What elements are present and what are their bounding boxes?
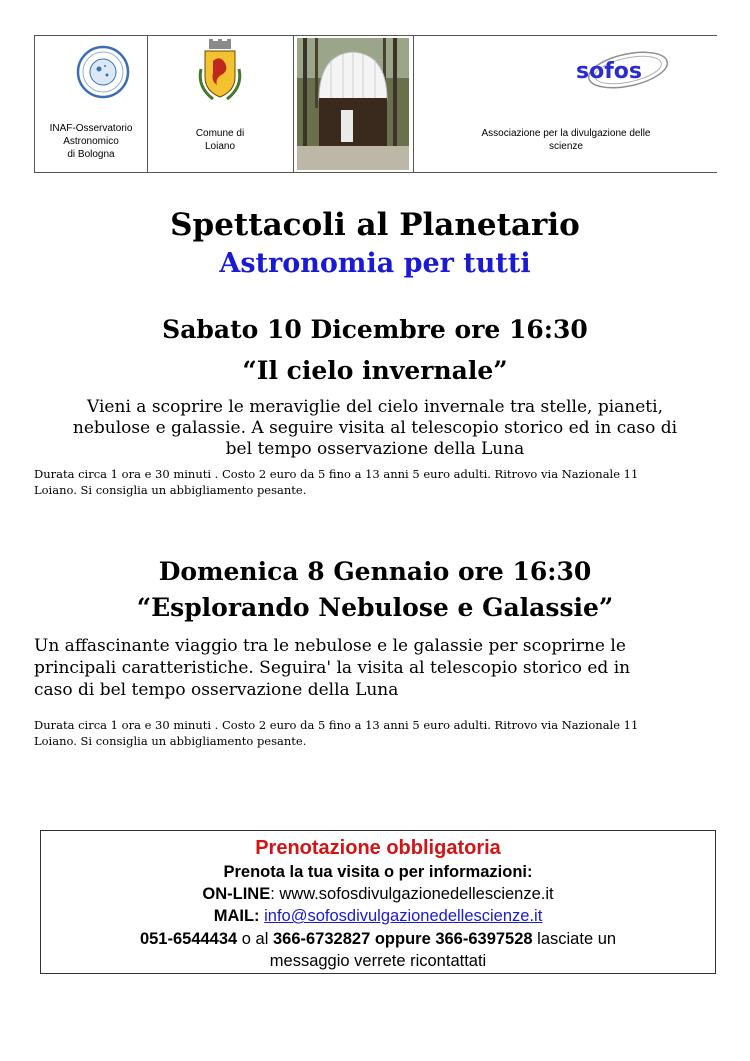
sofos-caption-line2: scienze xyxy=(549,141,583,152)
event2-description-line3: caso di bel tempo osservazione della Luna xyxy=(34,680,399,700)
event1-info-line1: Durata circa 1 ora e 30 minuti . Costo 2 euro da 5 fino a 13 anni 5 euro adulti. Ritrovo via Nazionale 11 xyxy=(34,467,639,481)
comune-cell xyxy=(147,36,294,172)
observatory-dome-photo xyxy=(297,38,409,170)
comune-caption-line1: Comune di xyxy=(195,128,245,139)
observatory-photo-cell xyxy=(293,36,413,172)
booking-online-line xyxy=(41,884,715,905)
event2-date: Domenica 8 Gennaio ore 16:30 xyxy=(158,557,592,586)
phone-mobiles: 366-6732827 oppure 366-6397528 xyxy=(272,930,533,948)
inaf-caption-line1: INAF-Osservatorio xyxy=(49,123,133,134)
event1-title: “Il cielo invernale” xyxy=(242,356,508,385)
event2-info-line2: Loiano. Si consiglia un abbigliamento pesante. xyxy=(34,734,307,748)
sofos-logo-icon xyxy=(566,48,676,100)
event2-title: “Esplorando Nebulose e Galassie” xyxy=(136,593,614,622)
inaf-caption-line2: Astronomico xyxy=(63,136,119,147)
online-label: ON-LINE xyxy=(202,885,271,903)
booking-mail-line xyxy=(41,906,715,927)
event1-description-line3: bel tempo osservazione della Luna xyxy=(225,439,525,459)
inaf-caption-line3: di Bologna xyxy=(67,149,115,160)
booking-heading: Prenotazione obbligatoria xyxy=(255,837,501,859)
page-title: Spettacoli al Planetario xyxy=(170,207,580,243)
event2-info-line1: Durata circa 1 ora e 30 minuti . Costo 2 euro da 5 fino a 13 anni 5 euro adulti. Ritrovo via Nazionale 11 xyxy=(34,718,639,732)
event2-description-line2: principali caratteristiche. Seguira' la visita al telescopio storico ed in xyxy=(34,658,631,678)
comune-caption-line2: Loiano xyxy=(204,141,236,152)
event1-description-line1: Vieni a scoprire le meraviglie del cielo invernale tra stelle, pianeti, xyxy=(87,397,663,417)
phone-tail-text: lasciate un xyxy=(532,930,617,948)
online-website[interactable]: : www.sofosdivulgazionedellescienze.it xyxy=(270,885,554,903)
phone-join-text: o al xyxy=(237,930,273,948)
sofos-cell xyxy=(413,36,718,172)
booking-subheading: Prenota la tua visita o per informazioni: xyxy=(223,863,533,881)
event2-description-line1: Un affascinante viaggio tra le nebulose e le galassie per scoprirne le xyxy=(34,636,626,656)
page-subtitle: Astronomia per tutti xyxy=(219,248,531,279)
inaf-cell xyxy=(35,36,148,172)
sofos-logo-wordmark: sofos xyxy=(576,59,642,84)
booking-info-box xyxy=(40,830,716,974)
phone-primary: 051-6544434 xyxy=(139,930,238,948)
loiano-coat-of-arms-icon xyxy=(195,39,245,105)
booking-last-line: messaggio verrete ricontattati xyxy=(269,952,487,970)
event1-description-line2: nebulose e galassie. A seguire visita al telescopio storico ed in caso di xyxy=(72,418,678,438)
mail-label: MAIL: xyxy=(213,907,260,925)
event1-date: Sabato 10 Dicembre ore 16:30 xyxy=(162,315,588,344)
mail-link[interactable]: info@sofosdivulgazionedellescienze.it xyxy=(264,907,543,925)
sofos-caption-line1: Associazione per la divulgazione delle xyxy=(481,128,651,139)
inaf-logo-icon xyxy=(75,44,131,100)
event1-info-line2: Loiano. Si consiglia un abbigliamento pesante. xyxy=(34,483,307,497)
header-logo-bar xyxy=(34,35,717,173)
booking-phone-line xyxy=(41,929,715,950)
